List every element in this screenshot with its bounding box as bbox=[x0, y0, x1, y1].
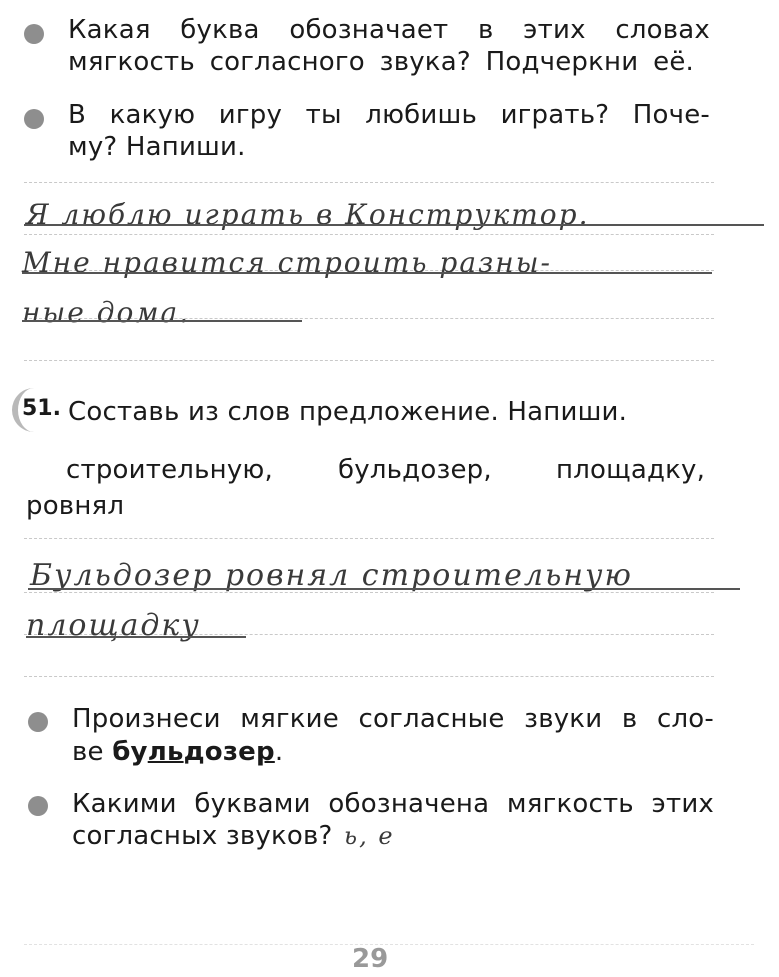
handwriting-stroke bbox=[22, 272, 712, 274]
bullet-icon bbox=[24, 109, 44, 129]
handwriting-stroke bbox=[24, 224, 764, 226]
writing-line bbox=[24, 234, 714, 235]
question-2-line-2: му? Напиши. bbox=[68, 132, 246, 162]
writing-line bbox=[24, 538, 714, 539]
bullet-icon bbox=[24, 24, 44, 44]
word-l-soft: ль bbox=[147, 737, 184, 767]
word-rovnyal: ровнял bbox=[26, 491, 125, 521]
handwritten-answer-line-3: ные дома. bbox=[22, 296, 191, 329]
question-1-line-1: Какая буква обозначает в этих словах bbox=[68, 15, 710, 45]
footer-line bbox=[24, 944, 754, 945]
handwritten-answer-3: ь, е bbox=[344, 822, 395, 850]
handwritten-answer-line-1: Я люблю играть в Конструктор. bbox=[26, 198, 590, 231]
question-3-line-2 bbox=[72, 736, 283, 768]
question-2-line-1: В какую игру ты любишь играть? Поче- bbox=[68, 100, 710, 130]
q3-prefix: ве bbox=[72, 737, 113, 767]
word-stroitelnuyu: строительную, bbox=[66, 455, 273, 485]
question-3-line-1: Произнеси мягкие согласные звуки в сло- bbox=[72, 704, 714, 734]
handwritten-answer-2-line-1: Бульдозер ровнял строительную bbox=[30, 558, 633, 593]
handwritten-answer-line-2: Мне нравится строить разны- bbox=[22, 246, 552, 279]
word-r-soft: р bbox=[256, 737, 275, 767]
question-4-line-2: согласных звуков? bbox=[72, 821, 333, 851]
question-1-line-2: мягкость согласного звука? Подчеркни её. bbox=[68, 47, 694, 77]
writing-line bbox=[24, 676, 714, 677]
page-number: 29 bbox=[352, 944, 389, 974]
question-4-line-1: Какими буквами обозначена мягкость этих bbox=[72, 789, 714, 819]
writing-line bbox=[24, 360, 714, 361]
q3-suffix: . bbox=[274, 737, 284, 767]
word-ploshchadku: площадку, bbox=[556, 455, 706, 485]
handwriting-stroke bbox=[28, 588, 740, 590]
handwriting-stroke bbox=[22, 320, 302, 322]
word-bu: бу bbox=[112, 737, 148, 767]
task-51-instruction: Составь из слов предложение. Напиши. bbox=[68, 397, 628, 427]
task-number-badge bbox=[12, 388, 61, 432]
handwriting-stroke bbox=[26, 636, 246, 638]
bullet-icon bbox=[28, 796, 48, 816]
handwritten-answer-2-line-2: площадку bbox=[26, 608, 201, 643]
writing-line bbox=[24, 182, 714, 183]
word-buldozer: бульдозер, bbox=[338, 455, 492, 485]
task-number: 51. bbox=[22, 396, 61, 421]
word-doze: дозе bbox=[183, 737, 256, 767]
bullet-icon bbox=[28, 712, 48, 732]
